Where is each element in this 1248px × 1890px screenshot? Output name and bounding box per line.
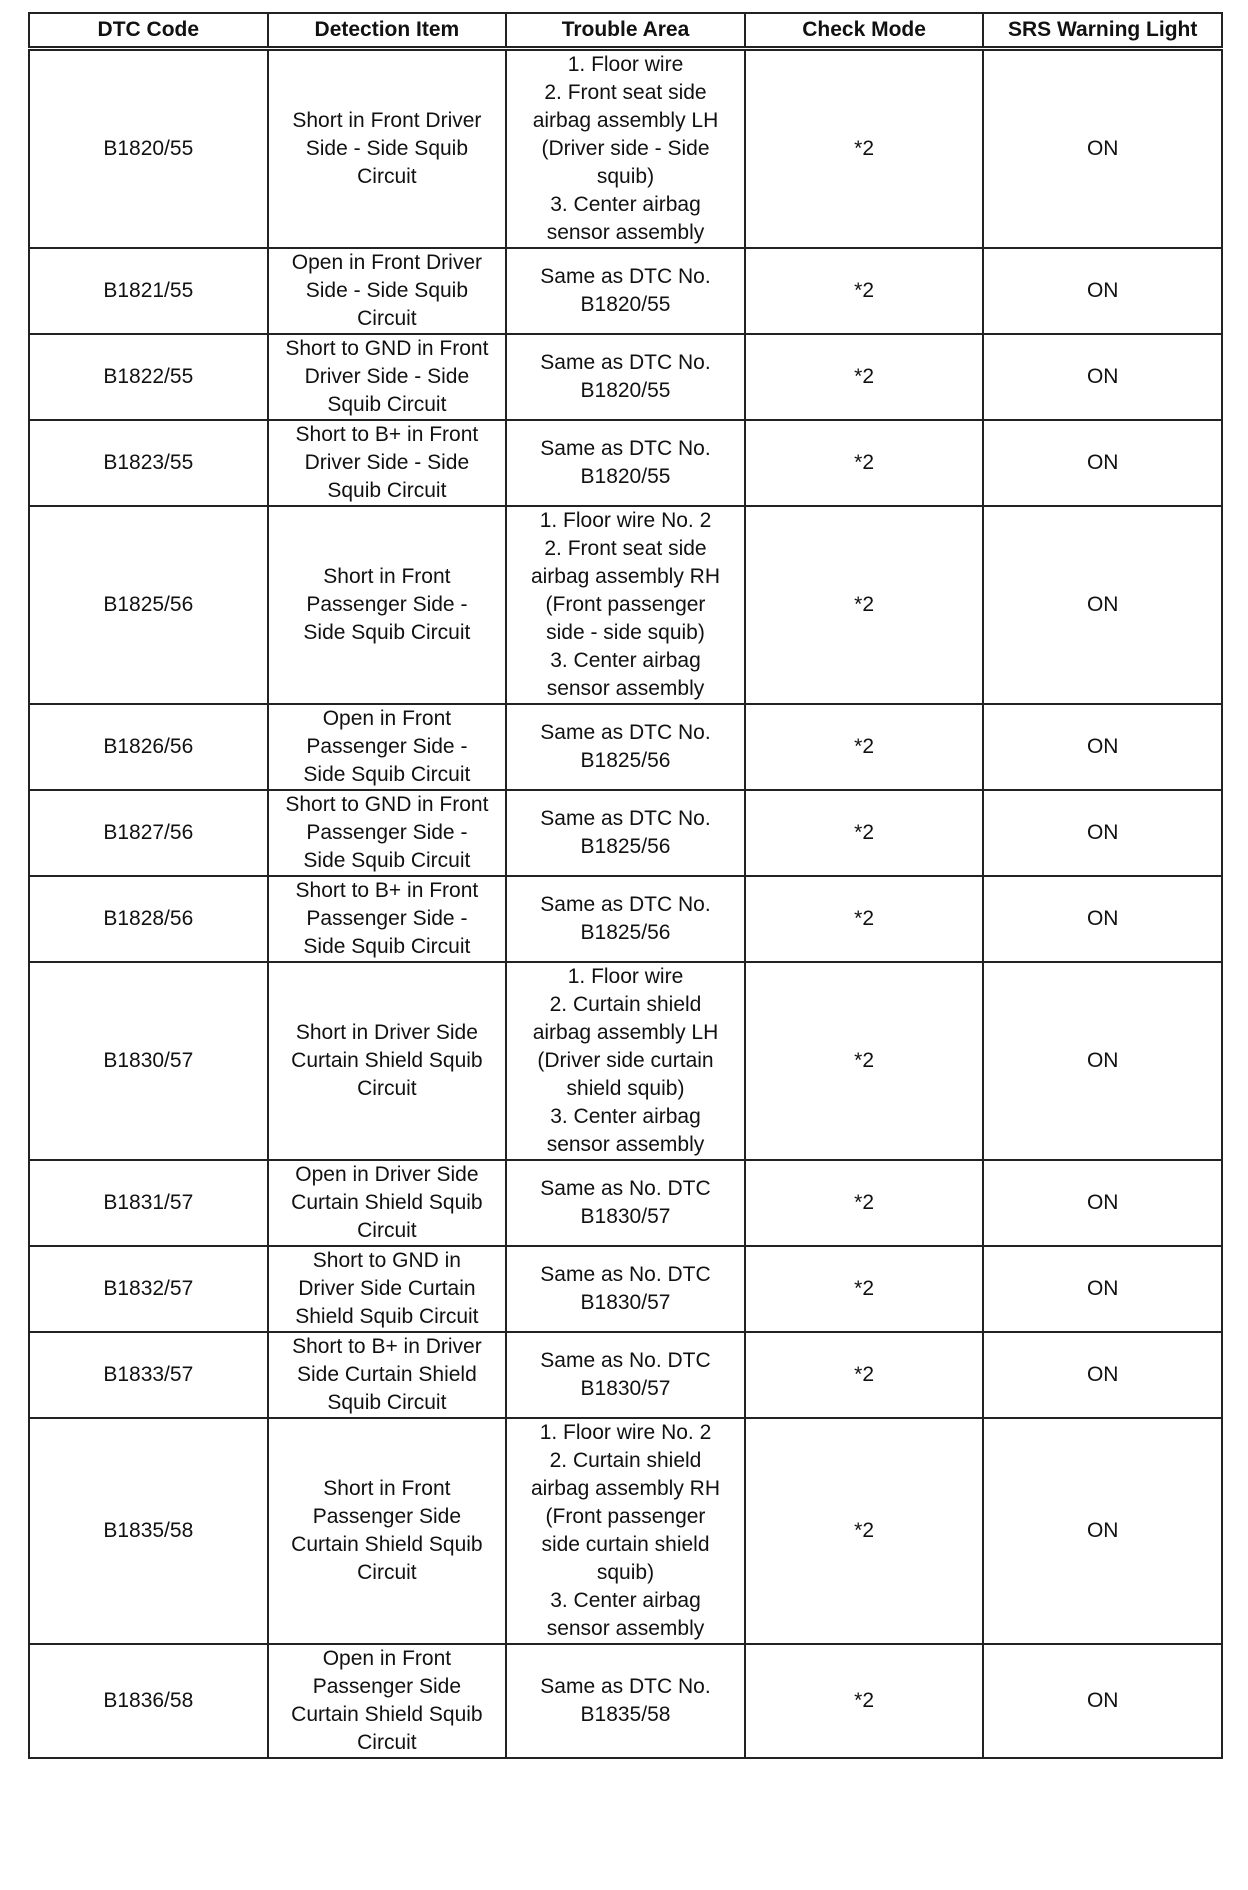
table-row (29, 248, 1222, 334)
detection-item-cell-line: Curtain Shield Squib (291, 1703, 483, 1726)
detection-item-cell (268, 704, 507, 790)
srs-warning-light-cell: ON (983, 49, 1222, 249)
check-mode-cell: *2 (745, 1246, 984, 1332)
srs-warning-light-cell: ON (983, 334, 1222, 420)
trouble-area-cell (506, 420, 745, 506)
trouble-area-cell-line: 2. Front seat side (544, 81, 707, 104)
srs-warning-light-cell: ON (983, 1160, 1222, 1246)
detection-item-cell-line: Short to B+ in Front (295, 879, 479, 902)
trouble-area-cell-line: airbag assembly LH (532, 109, 719, 132)
trouble-area-cell-line: sensor assembly (546, 1133, 705, 1156)
check-mode-cell: *2 (745, 334, 984, 420)
trouble-area-cell (506, 962, 745, 1160)
dtc-code-cell: B1820/55 (29, 49, 268, 249)
detection-item-cell (268, 1644, 507, 1758)
table-row (29, 1332, 1222, 1418)
trouble-area-cell-line: Same as No. DTC (540, 1177, 711, 1200)
trouble-area-cell-line: squib) (596, 165, 655, 188)
check-mode-cell: *2 (745, 248, 984, 334)
srs-warning-light-cell: ON (983, 506, 1222, 704)
check-mode-cell: *2 (745, 962, 984, 1160)
detection-item-cell-line: Squib Circuit (327, 393, 447, 416)
table-row (29, 1246, 1222, 1332)
detection-item-cell-line: Circuit (357, 1561, 417, 1584)
detection-item-cell-line: Curtain Shield Squib (291, 1049, 483, 1072)
detection-item-cell-line: Side Squib Circuit (303, 849, 471, 872)
header-srs-warning-light: SRS Warning Light (983, 13, 1222, 49)
detection-item-cell-line: Short in Front (323, 565, 451, 588)
detection-item-cell-line: Passenger Side - (306, 593, 468, 616)
detection-item-cell (268, 962, 507, 1160)
trouble-area-cell (506, 704, 745, 790)
table-header-row (29, 13, 1222, 49)
detection-item-cell (268, 49, 507, 249)
dtc-code-cell: B1821/55 (29, 248, 268, 334)
detection-item-cell-line: Circuit (357, 1731, 417, 1754)
detection-item-cell-line: Driver Side - Side (304, 365, 470, 388)
trouble-area-cell-line: B1825/56 (580, 921, 671, 944)
trouble-area-cell (506, 506, 745, 704)
trouble-area-cell-line: airbag assembly RH (530, 1477, 721, 1500)
trouble-area-cell-line: sensor assembly (546, 677, 705, 700)
trouble-area-cell-line: 2. Curtain shield (549, 1449, 702, 1472)
detection-item-cell-line: Side Squib Circuit (303, 621, 471, 644)
check-mode-cell: *2 (745, 1160, 984, 1246)
trouble-area-cell-line: B1825/56 (580, 749, 671, 772)
trouble-area-cell-line: Same as DTC No. (540, 1675, 711, 1698)
dtc-code-cell: B1822/55 (29, 334, 268, 420)
trouble-area-cell-line: airbag assembly LH (532, 1021, 719, 1044)
header-check-mode: Check Mode (745, 13, 984, 49)
trouble-area-cell-line: sensor assembly (546, 1617, 705, 1640)
trouble-area-cell (506, 876, 745, 962)
detection-item-cell-line: Side - Side Squib (305, 279, 469, 302)
detection-item-cell-line: Squib Circuit (327, 479, 447, 502)
trouble-area-cell (506, 334, 745, 420)
table-row (29, 876, 1222, 962)
detection-item-cell-line: Side - Side Squib (305, 137, 469, 160)
detection-item-cell (268, 1160, 507, 1246)
trouble-area-cell-line: 2. Curtain shield (549, 993, 702, 1016)
detection-item-cell (268, 248, 507, 334)
trouble-area-cell-line: Same as DTC No. (540, 721, 711, 744)
detection-item-cell-line: Shield Squib Circuit (295, 1305, 479, 1328)
table-row (29, 1644, 1222, 1758)
trouble-area-cell-line: 1. Floor wire No. 2 (539, 1421, 712, 1444)
trouble-area-cell-line: Same as DTC No. (540, 437, 711, 460)
trouble-area-cell (506, 1418, 745, 1644)
dtc-code-cell: B1828/56 (29, 876, 268, 962)
trouble-area-cell-line: B1825/56 (580, 835, 671, 858)
dtc-code-cell: B1830/57 (29, 962, 268, 1160)
trouble-area-cell (506, 1160, 745, 1246)
srs-warning-light-cell: ON (983, 420, 1222, 506)
detection-item-cell-line: Passenger Side (312, 1675, 462, 1698)
trouble-area-cell-line: side - side squib) (546, 621, 705, 644)
trouble-area-cell (506, 49, 745, 249)
trouble-area-cell-line: 2. Front seat side (544, 537, 707, 560)
table-row (29, 334, 1222, 420)
detection-item-cell-line: Open in Front (322, 1647, 452, 1670)
trouble-area-cell-line: 3. Center airbag (550, 193, 701, 216)
dtc-code-cell: B1823/55 (29, 420, 268, 506)
dtc-code-cell: B1826/56 (29, 704, 268, 790)
detection-item-cell-line: Passenger Side (312, 1505, 462, 1528)
table-row (29, 506, 1222, 704)
detection-item-cell (268, 1332, 507, 1418)
srs-warning-light-cell: ON (983, 1246, 1222, 1332)
trouble-area-cell-line: Same as No. DTC (540, 1349, 711, 1372)
srs-warning-light-cell: ON (983, 790, 1222, 876)
table-row (29, 704, 1222, 790)
detection-item-cell-line: Open in Front (322, 707, 452, 730)
srs-warning-light-cell: ON (983, 962, 1222, 1160)
detection-item-cell-line: Circuit (357, 1077, 417, 1100)
trouble-area-cell-line: (Driver side curtain (537, 1049, 714, 1072)
trouble-area-cell-line: 3. Center airbag (550, 649, 701, 672)
table-row (29, 420, 1222, 506)
detection-item-cell-line: Short to B+ in Front (295, 423, 479, 446)
trouble-area-cell (506, 1246, 745, 1332)
trouble-area-cell-line: (Front passenger (545, 1505, 706, 1528)
trouble-area-cell (506, 1644, 745, 1758)
check-mode-cell: *2 (745, 506, 984, 704)
trouble-area-cell-line: B1820/55 (580, 293, 671, 316)
trouble-area-cell-line: 1. Floor wire (567, 965, 684, 988)
detection-item-cell (268, 506, 507, 704)
detection-item-cell (268, 790, 507, 876)
detection-item-cell (268, 334, 507, 420)
trouble-area-cell-line: B1830/57 (580, 1377, 671, 1400)
detection-item-cell-line: Curtain Shield Squib (291, 1191, 483, 1214)
trouble-area-cell (506, 790, 745, 876)
table-row (29, 1418, 1222, 1644)
detection-item-cell-line: Curtain Shield Squib (291, 1533, 483, 1556)
trouble-area-cell-line: airbag assembly RH (530, 565, 721, 588)
dtc-code-cell: B1836/58 (29, 1644, 268, 1758)
detection-item-cell-line: Short to GND in Front (285, 793, 489, 816)
check-mode-cell: *2 (745, 1644, 984, 1758)
detection-item-cell (268, 876, 507, 962)
detection-item-cell (268, 1418, 507, 1644)
table-body (29, 49, 1222, 1759)
detection-item-cell-line: Driver Side Curtain (298, 1277, 476, 1300)
detection-item-cell-line: Short in Front Driver (292, 109, 482, 132)
trouble-area-cell-line: B1820/55 (580, 379, 671, 402)
detection-item-cell-line: Open in Front Driver (291, 251, 482, 274)
trouble-area-cell-line: Same as DTC No. (540, 265, 711, 288)
detection-item-cell-line: Side Curtain Shield (297, 1363, 477, 1386)
detection-item-cell (268, 1246, 507, 1332)
table-row (29, 962, 1222, 1160)
trouble-area-cell-line: Same as No. DTC (540, 1263, 711, 1286)
trouble-area-cell-line: sensor assembly (546, 221, 705, 244)
trouble-area-cell-line: 3. Center airbag (550, 1589, 701, 1612)
dtc-code-cell: B1825/56 (29, 506, 268, 704)
dtc-code-cell: B1831/57 (29, 1160, 268, 1246)
detection-item-cell (268, 420, 507, 506)
detection-item-cell-line: Short to B+ in Driver (292, 1335, 482, 1358)
detection-item-cell-line: Side Squib Circuit (303, 935, 471, 958)
table-row (29, 49, 1222, 249)
detection-item-cell-line: Squib Circuit (327, 1391, 447, 1414)
check-mode-cell: *2 (745, 1332, 984, 1418)
dtc-table (28, 12, 1223, 1759)
detection-item-cell-line: Short to GND in Front (285, 337, 489, 360)
trouble-area-cell-line: 3. Center airbag (550, 1105, 701, 1128)
check-mode-cell: *2 (745, 704, 984, 790)
detection-item-cell-line: Circuit (357, 165, 417, 188)
detection-item-cell-line: Short in Driver Side (295, 1021, 478, 1044)
srs-warning-light-cell: ON (983, 248, 1222, 334)
dtc-code-cell: B1833/57 (29, 1332, 268, 1418)
table-row (29, 790, 1222, 876)
trouble-area-cell-line: Same as DTC No. (540, 351, 711, 374)
trouble-area-cell-line: B1835/58 (580, 1703, 671, 1726)
detection-item-cell-line: Open in Driver Side (295, 1163, 479, 1186)
trouble-area-cell-line: shield squib) (566, 1077, 685, 1100)
detection-item-cell-line: Passenger Side - (306, 907, 468, 930)
detection-item-cell-line: Passenger Side - (306, 821, 468, 844)
detection-item-cell-line: Circuit (357, 307, 417, 330)
dtc-code-cell: B1827/56 (29, 790, 268, 876)
check-mode-cell: *2 (745, 1418, 984, 1644)
check-mode-cell: *2 (745, 876, 984, 962)
detection-item-cell-line: Circuit (357, 1219, 417, 1242)
trouble-area-cell-line: squib) (596, 1561, 655, 1584)
trouble-area-cell-line: B1830/57 (580, 1205, 671, 1228)
dtc-code-cell: B1835/58 (29, 1418, 268, 1644)
table-row (29, 1160, 1222, 1246)
trouble-area-cell-line: B1820/55 (580, 465, 671, 488)
detection-item-cell-line: Short to GND in (312, 1249, 461, 1272)
trouble-area-cell-line: Same as DTC No. (540, 893, 711, 916)
check-mode-cell: *2 (745, 420, 984, 506)
srs-warning-light-cell: ON (983, 1418, 1222, 1644)
trouble-area-cell-line: (Front passenger (545, 593, 706, 616)
check-mode-cell: *2 (745, 790, 984, 876)
dtc-code-cell: B1832/57 (29, 1246, 268, 1332)
trouble-area-cell (506, 248, 745, 334)
trouble-area-cell-line: B1830/57 (580, 1291, 671, 1314)
srs-warning-light-cell: ON (983, 704, 1222, 790)
detection-item-cell-line: Side Squib Circuit (303, 763, 471, 786)
srs-warning-light-cell: ON (983, 1644, 1222, 1758)
header-dtc-code: DTC Code (29, 13, 268, 49)
detection-item-cell-line: Short in Front (323, 1477, 451, 1500)
trouble-area-cell-line: 1. Floor wire (567, 53, 684, 76)
check-mode-cell: *2 (745, 49, 984, 249)
trouble-area-cell-line: (Driver side - Side (541, 137, 710, 160)
detection-item-cell-line: Passenger Side - (306, 735, 468, 758)
trouble-area-cell-line: side curtain shield (541, 1533, 710, 1556)
trouble-area-cell-line: 1. Floor wire No. 2 (539, 509, 712, 532)
trouble-area-cell (506, 1332, 745, 1418)
header-detection-item: Detection Item (268, 13, 507, 49)
srs-warning-light-cell: ON (983, 1332, 1222, 1418)
srs-warning-light-cell: ON (983, 876, 1222, 962)
trouble-area-cell-line: Same as DTC No. (540, 807, 711, 830)
header-trouble-area: Trouble Area (506, 13, 745, 49)
detection-item-cell-line: Driver Side - Side (304, 451, 470, 474)
